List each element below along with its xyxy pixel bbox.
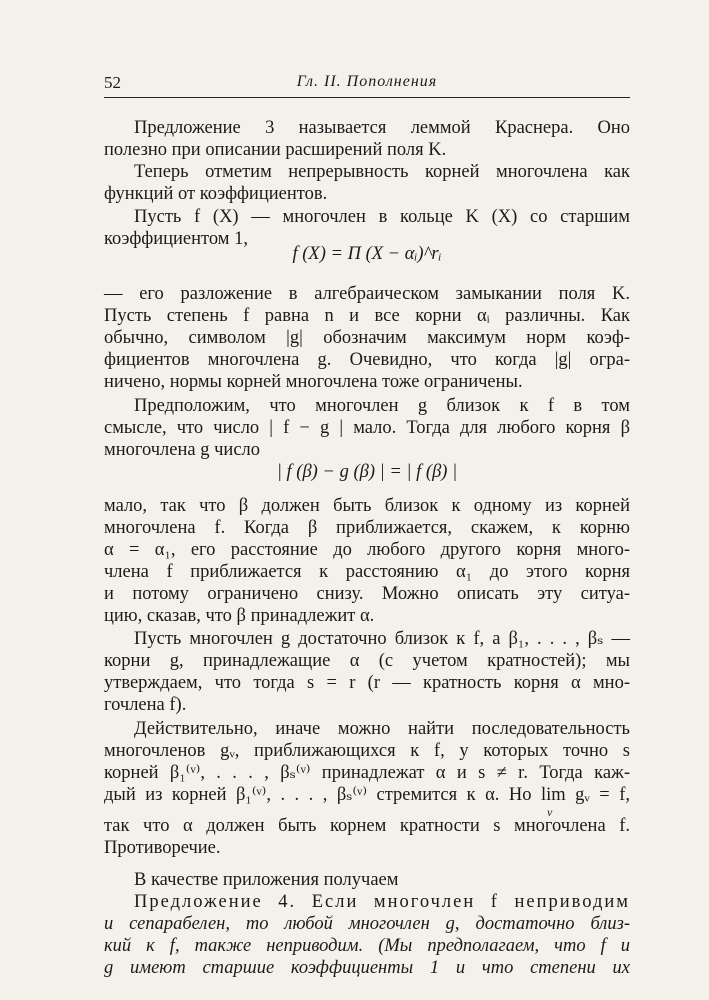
text-line: мало, так что β должен быть близок к одному из корней — [104, 496, 630, 516]
text-line: В качестве приложения получаем — [134, 870, 399, 890]
text-line: корней β₁⁽ᵛ⁾, . . . , βₛ⁽ᵛ⁾ принадлежат α и s ≠ r. Тогда каж- — [104, 763, 630, 783]
text-line: так что α должен быть корнем кратности s многочлена f. — [104, 816, 630, 836]
text-line: α = α₁, его расстояние до любого другого корня много- — [104, 540, 630, 560]
text-line: Противоречие. — [104, 838, 221, 858]
text-line: Пусть f (X) — многочлен в кольце K (X) со старшим — [134, 207, 630, 227]
page-number: 52 — [104, 73, 121, 92]
text-line: члена f приближается к расстоянию α₁ до этого корня — [104, 562, 630, 582]
text-line: Действительно, иначе можно найти последовательность — [134, 719, 630, 739]
text-line: утверждаем, что тогда s = r (r — кратность корня α мно- — [104, 673, 630, 693]
text-line: и потому ограничено снизу. Можно описать эту ситуа- — [104, 584, 630, 604]
formula-factorization: f (X) = Π (X − αᵢ)^rᵢ — [292, 244, 442, 264]
text-line: коэффициентом 1, — [104, 229, 248, 249]
text-line: многочлена g число — [104, 440, 261, 460]
text-line: Предположим, что многочлен g близок к f в том — [134, 396, 630, 416]
text-line: Предложение 4. Если многочлен f неприводим — [134, 892, 630, 912]
page-header — [104, 73, 630, 98]
text-line: Пусть многочлен g достаточно близок к f, а β₁, . . . , βₛ — — [134, 629, 630, 649]
text-line: смысле, что число | f − g | мало. Тогда для любого корня β — [104, 418, 630, 438]
text-line: кий к f, также неприводим. (Мы предполагаем, что f и — [104, 936, 630, 956]
text-line: цию, сказав, что β принадлежит α. — [104, 606, 375, 626]
text-line: функций от коэффициентов. — [104, 184, 328, 204]
text-line: обычно, символом |g| обозначим максимум норм коэф- — [104, 328, 630, 348]
text-line: Пусть степень f равна n и все корни αᵢ различны. Как — [104, 306, 630, 326]
lim-subscript: ν — [547, 805, 553, 819]
text-line: многочленов gᵥ, приближающихся к f, у которых точно s — [104, 741, 630, 761]
text-line: — его разложение в алгебраическом замыкании поля K. — [104, 284, 630, 304]
text-line: полезно при описании расширений поля K. — [104, 140, 447, 160]
text-line: и сепарабелен, то любой многочлен g, достаточно близ- — [104, 914, 630, 934]
text-line: ничено, нормы корней многочлена тоже ограничены. — [104, 372, 523, 392]
text-line: дый из корней β₁⁽ᵛ⁾, . . . , βₛ⁽ᵛ⁾ стремится к α. Но lim gᵥ = f, — [104, 785, 630, 805]
formula-root-estimate: | f (β) − g (β) | = | f (β) | — [276, 462, 458, 482]
text-line: многочлена f. Когда β приближается, скажем, к корню — [104, 518, 630, 538]
running-title: Гл. II. Пополнения — [296, 73, 438, 90]
text-line: фициентов многочлена g. Очевидно, что когда |g| огра- — [104, 350, 630, 370]
text-line: Теперь отметим непрерывность корней многочлена как — [134, 162, 630, 182]
text-line: g имеют старшие коэффициенты 1 и что степени их — [104, 958, 630, 978]
text-line: Предложение 3 называется леммой Краснера. Оно — [134, 118, 630, 138]
text-line: корни g, принадлежащие α (с учетом кратностей); мы — [104, 651, 630, 671]
text-line: гочлена f). — [104, 695, 187, 715]
